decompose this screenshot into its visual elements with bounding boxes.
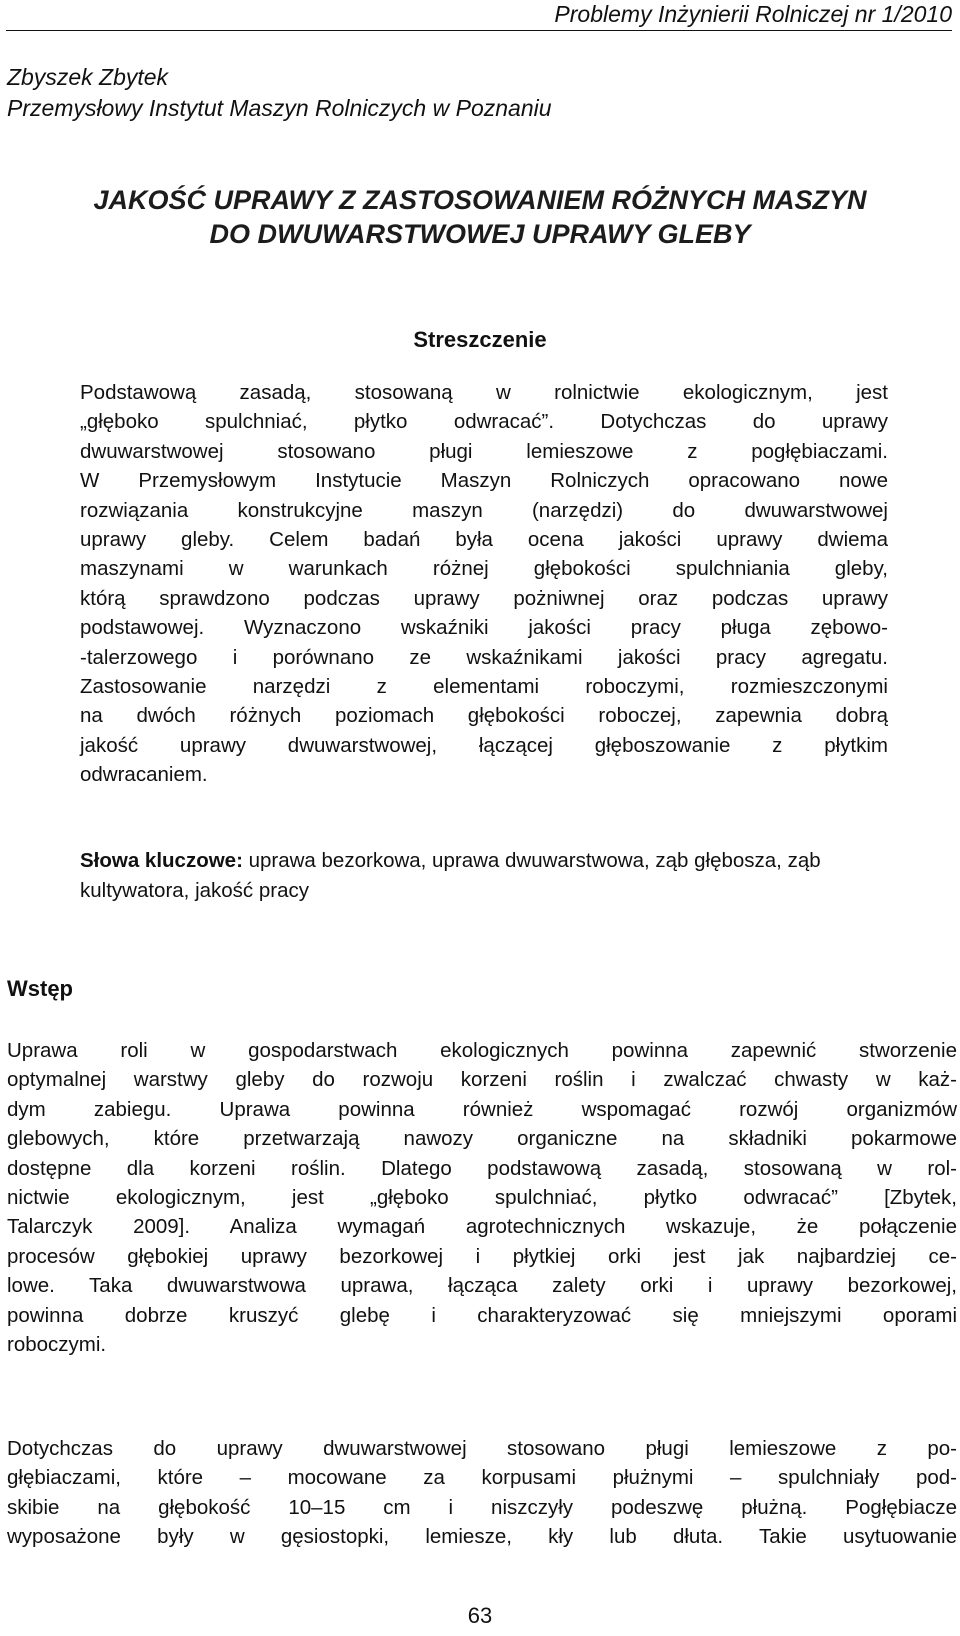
intro-paragraph-1 <box>7 1036 957 1359</box>
abstract-line: odwracaniem. <box>80 763 208 787</box>
section-heading-intro: Wstęp <box>7 976 73 1001</box>
paragraph-line: skibie na głębokość 10–15 cm i niszczyły podeszwę płużną. Pogłębiacze <box>7 1495 957 1519</box>
abstract-line: jakość uprawy dwuwarstwowej, łączącej głęboszowanie z płytkim <box>80 733 888 757</box>
abstract-line: maszynami w warunkach różnej głębokości spulchniania gleby, <box>80 557 888 581</box>
paragraph-line: Dotychczas do uprawy dwuwarstwowej stosowano pługi lemieszowe z po- <box>7 1437 957 1460</box>
paragraph-line: nictwie ekologicznym, jest „głęboko spulchniać, płytko odwracać” [Zbytek, <box>7 1186 957 1210</box>
running-head <box>6 0 952 31</box>
abstract-line: rozwiązania konstrukcyjne maszyn (narzędzi) do dwuwarstwowej <box>80 498 888 522</box>
author-affiliation: Przemysłowy Instytut Maszyn Rolniczych w Poznaniu <box>7 95 552 121</box>
paragraph-line: glebowych, które przetwarzają nawozy organiczne na składniki pokarmowe <box>7 1127 957 1151</box>
abstract-line: dwuwarstwowej stosowano pługi lemieszowe z pogłębiaczami. <box>80 439 888 463</box>
abstract-heading: Streszczenie <box>413 327 547 352</box>
paragraph-line: Uprawa roli w gospodarstwach ekologicznych powinna zapewnić stworzenie <box>7 1039 957 1062</box>
keywords-label: Słowa kluczowe: <box>80 849 243 872</box>
abstract-line: W Przemysłowym Instytucie Maszyn Rolniczych opracowano nowe <box>80 469 888 493</box>
paragraph-line: głębiaczami, które – mocowane za korpusami płużnymi – spulchniały pod- <box>7 1466 957 1490</box>
paragraph-line: Talarczyk 2009]. Analiza wymagań agrotechnicznych wskazuje, że połączenie <box>7 1215 957 1239</box>
intro-paragraph-2 <box>7 1434 957 1552</box>
abstract-line: uprawy gleby. Celem badań była ocena jakości uprawy dwiema <box>80 528 888 552</box>
abstract-line: którą sprawdzono podczas uprawy pożniwnej oraz podczas uprawy <box>80 586 888 610</box>
keywords <box>80 846 888 906</box>
journal-name: Problemy Inżynierii Rolniczej nr 1/2010 <box>554 1 952 27</box>
paper-title <box>0 183 960 251</box>
paper-title-line-2: DO DWUWARSTWOWEJ UPRAWY GLEBY <box>209 219 751 249</box>
keywords-text: uprawa bezorkowa, uprawa dwuwarstwowa, ząb głębosza, ząb kultywatora, jakość pracy <box>80 849 821 902</box>
abstract-body <box>80 378 888 790</box>
paragraph-line: optymalnej warstwy gleby do rozwoju korzeni roślin i zwalczać chwasty w każ- <box>7 1068 957 1092</box>
paragraph-line: powinna dobrze kruszyć glebę i charakteryzować się mniejszymi oporami <box>7 1303 957 1327</box>
paper-title-line-1: JAKOŚĆ UPRAWY Z ZASTOSOWANIEM RÓŻNYCH MASZYN <box>93 185 867 215</box>
abstract-line: na dwóch różnych poziomach głębokości roboczej, zapewnia dobrą <box>80 704 888 728</box>
author-name: Zbyszek Zbytek <box>7 64 169 90</box>
abstract-line: „głęboko spulchniać, płytko odwracać”. Dotychczas do uprawy <box>80 410 888 434</box>
abstract-line: Zastosowanie narzędzi z elementami roboczymi, rozmieszczonymi <box>80 675 888 699</box>
paragraph-line: dym zabiegu. Uprawa powinna również wspomagać rozwój organizmów <box>7 1097 957 1121</box>
abstract-line: -talerzowego i porównano ze wskaźnikami jakości pracy agregatu. <box>80 645 888 669</box>
page-number: 63 <box>467 1603 493 1628</box>
author-block <box>7 62 552 124</box>
paragraph-line: procesów głębokiej uprawy bezorkowej i płytkiej orki jest jak najbardziej ce- <box>7 1244 957 1268</box>
abstract-line: Podstawową zasadą, stosowaną w rolnictwie ekologicznym, jest <box>80 381 888 404</box>
paragraph-line: roboczymi. <box>7 1333 107 1357</box>
paragraph-line: wyposażone były w gęsiostopki, lemiesze, kły lub dłuta. Takie usytuowanie <box>7 1525 957 1549</box>
paragraph-line: dostępne dla korzeni roślin. Dlatego podstawową zasadą, stosowaną w rol- <box>7 1156 957 1180</box>
paragraph-line: lowe. Taka dwuwarstwowa uprawa, łącząca zalety orki i uprawy bezorkowej, <box>7 1274 957 1298</box>
abstract-line: podstawowej. Wyznaczono wskaźniki jakości pracy pługa zębowo- <box>80 616 888 640</box>
